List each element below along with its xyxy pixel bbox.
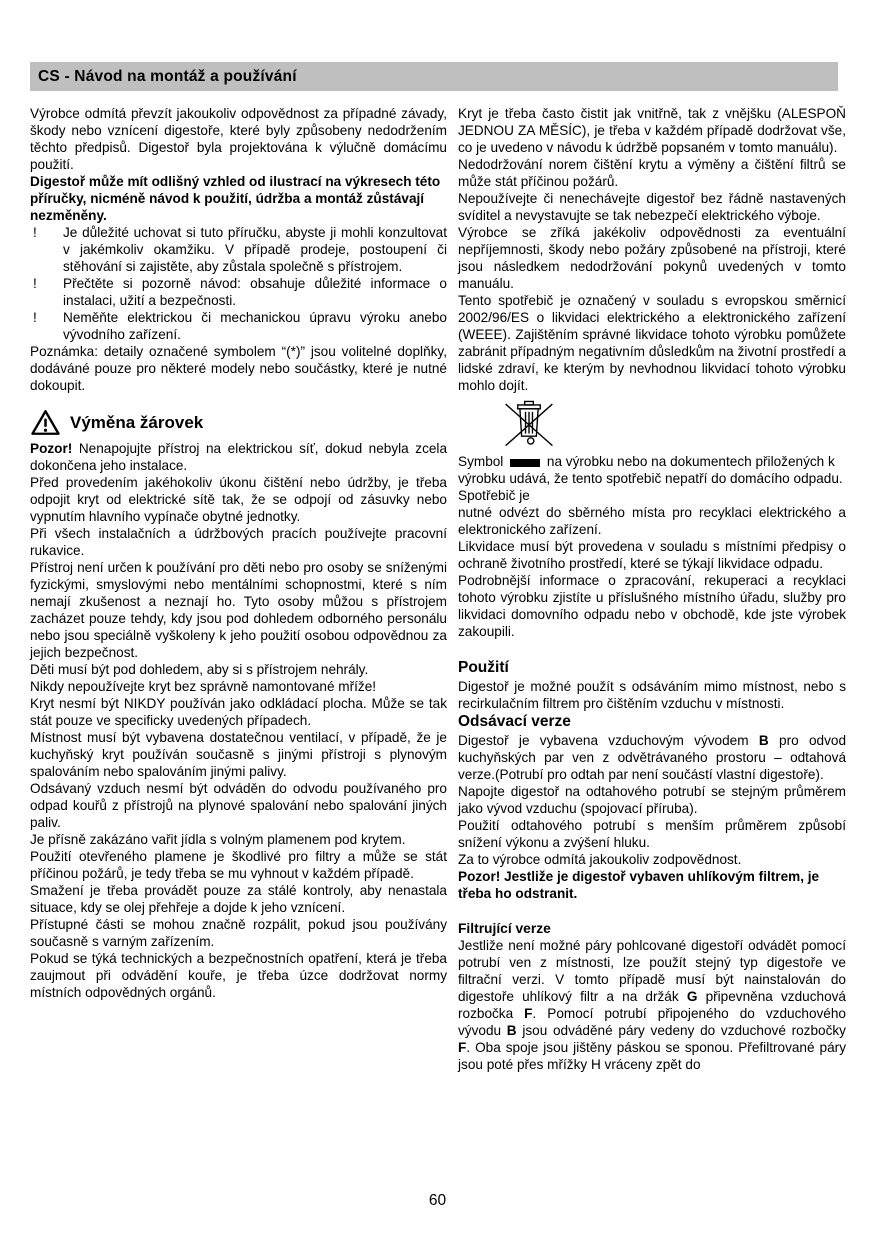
paragraph: Jestliže není možné páry pohlcované digestoří odvádět pomocí potrubí ven z místnosti, lze použít stejný typ digestoře ve filtrační verzi. V tomto případě musí být nainstalován do digestoře uhlíkový filtr a na držák G připevněna vzduchová rozbočka F. Pomocí potrubí připojeného do vzduchového vývodu B jsou odváděné páry vedeny do vzduchové rozbočky F. Oba spoje jsou jištěny páskou se sponou. Přefiltrované páry jsou poté přes mřížky H vráceny zpět do (458, 938, 846, 1072)
left-column (30, 105, 447, 1001)
page-number: 60 (428, 1192, 447, 1209)
bold-text: F (458, 1040, 467, 1055)
warning-triangle-icon (30, 409, 61, 436)
paragraph: Při všech instalačních a údržbových pracích používejte pracovní rukavice. (30, 526, 447, 558)
paragraph: Pozor! Nenapojujte přístroj na elektrickou síť, dokud nebyla zcela dokončena jeho instalace. (30, 441, 447, 473)
paragraph: Poznámka: detaily označené symbolem “(*)” jsou volitelné doplňky, dodáváné pouze pro některé modely nebo součástky, které je nutné dokoupit. (30, 344, 447, 393)
paragraph: Digestoř je vybavena vzduchovým vývodem B pro odvod kuchyňských par ven z odvětrávaného prostoru – odtahová verze.(Potrubí pro odtah par není součástí vlastní digestoře). (458, 733, 846, 782)
weee-crossed-bin-icon (503, 396, 555, 452)
paragraph: Symbol na výrobku nebo na dokumentech přiložených k výrobku udává, že tento spotřebič nepatří do domácího odpadu. Spotřebič je (458, 454, 843, 503)
paragraph (458, 868, 846, 902)
paragraph: Kryt je třeba často čistit jak vnitřně, tak z vnějšku (ALESPOŇ JEDNOU ZA MĚSÍC), je třeba v každém případě dodržovat vše, co je uvedeno v návodu k údržbě popsaném v tomto manuálu). (458, 106, 846, 155)
paragraph: Za to výrobce odmítá jakoukoliv zodpovědnost. (458, 852, 742, 867)
paragraph: Použití otevřeného plamene je škodlivé pro filtry a může se stát příčinou požárů, je tedy třeba se mu vyhnout v každém případě. (30, 849, 447, 881)
paragraph: Přístroj není určen k používání pro děti nebo pro osoby se sníženými fyzickými, smyslovými nebo mentálními schopnostmi, které s ním nemají zkušenost a neznají ho. Tyto osoby můžou s přístrojem zacházet pouze tehdy, kdy jsou pod dohledem odborného personálu nebo jsou speciálně vyškoleny k jeho použití osobou odpovědnou za jejich bezpečnost. (30, 560, 447, 660)
paragraph: Místnost musí být vybavena dostatečnou ventilací, v případě, že je kuchyňský kryt používán současně s jinými přístroji s plynovým spalováním nebo spalováním jinými palivy. (30, 730, 447, 779)
right-column (458, 105, 846, 1073)
bullet-text: Přečtěte si pozorně návod: obsahuje důležité informace o instalaci, užití a bezpečnosti. (63, 276, 447, 308)
page-header: CS - Návod na montáž a používání (30, 62, 838, 91)
paragraph: Výrobce se zříká jakékoliv odpovědnosti za eventuální nepříjemnosti, škody nebo požáry způsobené na přístroji, které jsou následkem nedodržování pokynů uvedených v tomto manuálu. (458, 225, 846, 291)
paragraph: Před provedením jakéhokoliv úkonu čištění nebo údržby, je třeba odpojit kryt od elektrické sítě tak, že se odpojí od zásuvky nebo vypnutím hlavního vypínače obytné jednotky. (30, 475, 447, 524)
bullet-marker: ! (33, 225, 37, 240)
bullet-text: Je důležité uchovat si tuto příručku, abyste ji mohli konzultovat v jakémkoliv okamžiku. V případě prodeje, postoupení či stěhování si zajistěte, aby zůstala společně s přístrojem. (63, 225, 447, 274)
bold-text: Pozor! (30, 441, 73, 456)
paragraph: Děti musí být pod dohledem, aby si s přístrojem nehrály. (30, 662, 369, 677)
paragraph: Kryt nesmí být NIKDY používán jako odkládací plocha. Může se tak stát pouze ve specificky uvedených případech. (30, 696, 447, 728)
paragraph: Digestoř je možné použít s odsáváním mimo místnost, nebo s recirkulačním filtrem pro čištěním vzduchu v místnosti. (458, 679, 846, 711)
bullet-marker: ! (33, 310, 37, 325)
bold-text: B (758, 733, 769, 748)
text-columns (30, 105, 846, 1073)
paragraph: Nepoužívejte či nenechávejte digestoř bez řádně nastavených svíditel a nevystavujte se tak nebezpečí elektrického výboje. (458, 191, 846, 223)
paragraph: Nedodržování norem čištění krytu a výměny a čištění filtrů se může stát příčinou požárů. (458, 157, 846, 189)
paragraph: Napojte digestoř na odtahového potrubí se stejným průměrem jako vývod vzduchu (spojovací příruba). (458, 784, 846, 816)
bold-text: B (506, 1023, 517, 1038)
paragraph: Tento spotřebič je označený v souladu s evropskou směrnicí 2002/96/ES o likvidaci elektrického a elektronického zařízení (WEEE). Zajištěním správné likvidace tohoto výrobku pomůžete zabránit případným negativním důsledkům na životní prostředí a lidské zdraví, ke kterým by nevhodnou likvidací tohoto výrobku mohlo dojít. (458, 293, 846, 393)
weee-symbol-figure (503, 396, 846, 452)
paragraph: Odsávaný vzduch nesmí být odváděn do odvodu používaného pro odpad kouřů z přístrojů na plynové spalování nebo spalování jiných paliv. (30, 781, 447, 830)
section-heading: Odsávací verze (458, 713, 571, 730)
paragraph: Smažení je třeba provádět pouze za stálé kontroly, aby nenastala situace, kdy se olej přehřeje a dojde k jeho vznícení. (30, 883, 447, 915)
paragraph: nutné odvézt do sběrného místa pro recyklaci elektrického a elektronického zařízení. (458, 505, 846, 537)
warning-heading-label: Výměna žárovek (70, 412, 204, 432)
warning-heading (30, 409, 447, 436)
paragraph: Podrobnější informace o zpracování, rekuperaci a recyklaci tohoto výrobku zjistíte u příslušného místního úřadu, služby pro likvidaci domovního odpadu nebo v obchodě, kde jste výrobek zakoupili. (458, 573, 846, 639)
paragraph: Je přísně zakázáno vařit jídla s volným plamenem pod krytem. (30, 832, 406, 847)
bold-text: Pozor! Jestliže je digestoř vybaven uhlíkovým filtrem, je třeba ho odstranit. (458, 869, 820, 901)
bullet-item (30, 309, 447, 343)
bullet-text: Neměňte elektrickou či mechanickou úpravu výroku anebo vývodního zařízení. (63, 310, 447, 342)
section-heading: Použití (458, 659, 509, 676)
paragraph: Přístupné části se mohou značně rozpálit, pokud jsou používány současně s varným zařízením. (30, 917, 447, 949)
paragraph: Nikdy nepoužívejte kryt bez správně namontované mříže! (30, 679, 377, 694)
black-bar-icon (510, 459, 540, 467)
paragraph: Likvidace musí být provedena v souladu s místními předpisy o ochraně životního prostředí, které se týkají likvidace odpadu. (458, 539, 846, 571)
paragraph: Pokud se týká technických a bezpečnostních opatření, která je třeba zaujmout při odvádění kouře, je třeba úzce dodržovat normy místních odpovědných orgánů. (30, 951, 447, 1000)
bold-text: G (686, 989, 698, 1004)
bold-text: Digestoř může mít odlišný vzhled od ilustrací na výkresech této příručky, nicméně návod k použití, údržba a montáž zůstávají nezměněny. (30, 174, 441, 223)
section-heading: Filtrující verze (458, 921, 551, 936)
bullet-item (30, 275, 447, 309)
bullet-item (30, 224, 447, 275)
bullet-marker: ! (33, 276, 37, 291)
bold-text: F (524, 1006, 533, 1021)
paragraph: Výrobce odmítá převzít jakoukoliv odpovědnost za případné závady, škody nebo vznícení digestoře, které byly způsobeny nedodržením těchto předpisů. Digestoř byla projektována k výlučně domácímu použití. (30, 106, 447, 172)
paragraph (30, 173, 447, 224)
paragraph: Použití odtahového potrubí s menším průměrem způsobí snížení výkonu a zvýšení hluku. (458, 818, 846, 850)
